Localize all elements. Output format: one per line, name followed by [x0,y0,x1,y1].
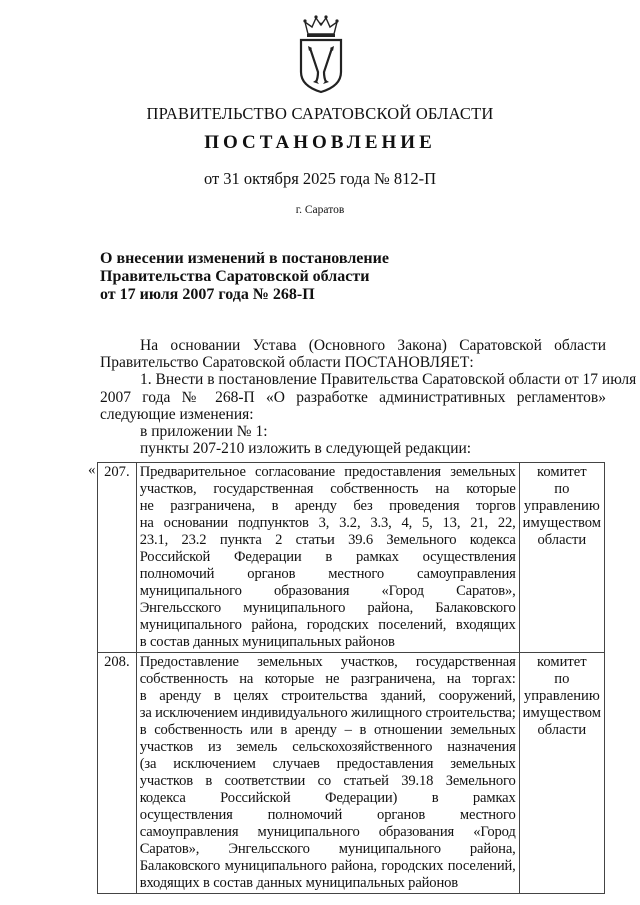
description-line: (за исключением случаев предоставления земельных [139,756,516,772]
body-line: 1. Внести в постановление Правительства Саратовской области от 17 июля [140,371,637,389]
description-line: на основании подпунктов 3, 3.2, 3.3, 4, 5, 13, 21, 22, [139,515,516,531]
table-row [98,463,605,653]
coat-of-arms-icon [296,14,346,94]
description-line: входящих в состав данных муниципальных районов [139,875,459,891]
description-line: в состав данных муниципальных районов [139,634,395,650]
document-subject [100,250,389,304]
description-line: Российской Федерации в рамках осуществления [139,549,516,565]
item-description [136,653,519,894]
description-line: собственность на которые не разграничена, на торгах: [139,671,516,687]
document-body [100,337,637,458]
authority-line: по управлению [523,481,600,514]
description-line: Энгельсского муниципального района, Балаковского [139,600,516,616]
body-line: пункты 207-210 изложить в следующей редакции: [140,440,472,458]
item-number: 208. [98,653,137,894]
open-quote: « [88,462,96,478]
authority-line: области [537,532,587,548]
authority-line: области [537,722,587,738]
responsible-authority [519,463,604,653]
description-line: полномочий органов местного самоуправления [139,566,516,582]
description-line: в аренду в целях строительства зданий, сооружений, [139,688,516,704]
authority-line: имуществом [522,515,601,531]
subject-line: О внесении изменений в постановление [100,250,389,267]
authority-line: имуществом [522,705,601,721]
authority-line: комитет [537,654,587,670]
responsible-authority [519,653,604,894]
description-line: муниципального образования «Город Саратов», [139,583,516,599]
subject-line: Правительства Саратовской области [100,268,370,285]
description-line: Предоставление земельных участков, государственная [139,654,516,670]
authority-line: по управлению [523,671,600,704]
description-line: участков из земель сельскохозяйственного назначения [139,739,516,755]
description-line: Предварительное согласование предоставления земельных [139,464,516,480]
description-line: за исключением индивидуального жилищного строительства; [139,705,516,721]
government-name: ПРАВИТЕЛЬСТВО САРАТОВСКОЙ ОБЛАСТИ [146,104,494,123]
description-line: не разграничена, в аренду без проведения торгов [139,498,516,514]
description-line: в собственность или в аренду – в отношении земельных [139,722,516,738]
description-line: кодекса Российской Федерации) в рамках [139,790,516,806]
description-line: осуществления полномочий органов местного [139,807,516,823]
authority-line: комитет [537,464,587,480]
body-line: в приложении № 1: [140,423,268,441]
document-city: г. Саратов [295,204,345,216]
body-line: На основании Устава (Основного Закона) Саратовской области [140,337,606,354]
description-line: муниципального района, городских поселений, входящих [139,617,516,633]
item-description [136,463,519,653]
description-line: участков в соответствии со статьей 39.18 Земельного [139,773,516,789]
subject-line: от 17 июля 2007 года № 268-П [100,286,315,303]
body-line: 2007 года № 268-П «О разработке административных регламентов» [100,388,606,406]
body-line: Правительство Саратовской области ПОСТАНОВЛЯЕТ: [100,354,474,372]
description-line: самоуправления муниципального образования «Город [139,824,516,840]
description-line: Саратов», Энгельсского муниципального района, [139,841,516,857]
description-line: участков, государственная собственность на которые [139,481,516,497]
amendments-table [97,462,605,894]
document-date-number: от 31 октября 2025 года № 812-П [203,169,437,188]
table-row [98,653,605,894]
item-number: 207. [98,463,137,653]
body-line: следующие изменения: [100,405,254,423]
description-line: 23.1, 23.2 пункта 2 статьи 39.6 Земельного кодекса [139,532,516,548]
document-type: ПОСТАНОВЛЕНИЕ [204,132,436,153]
description-line: Балаковского муниципального района, городских поселений, [139,858,516,874]
